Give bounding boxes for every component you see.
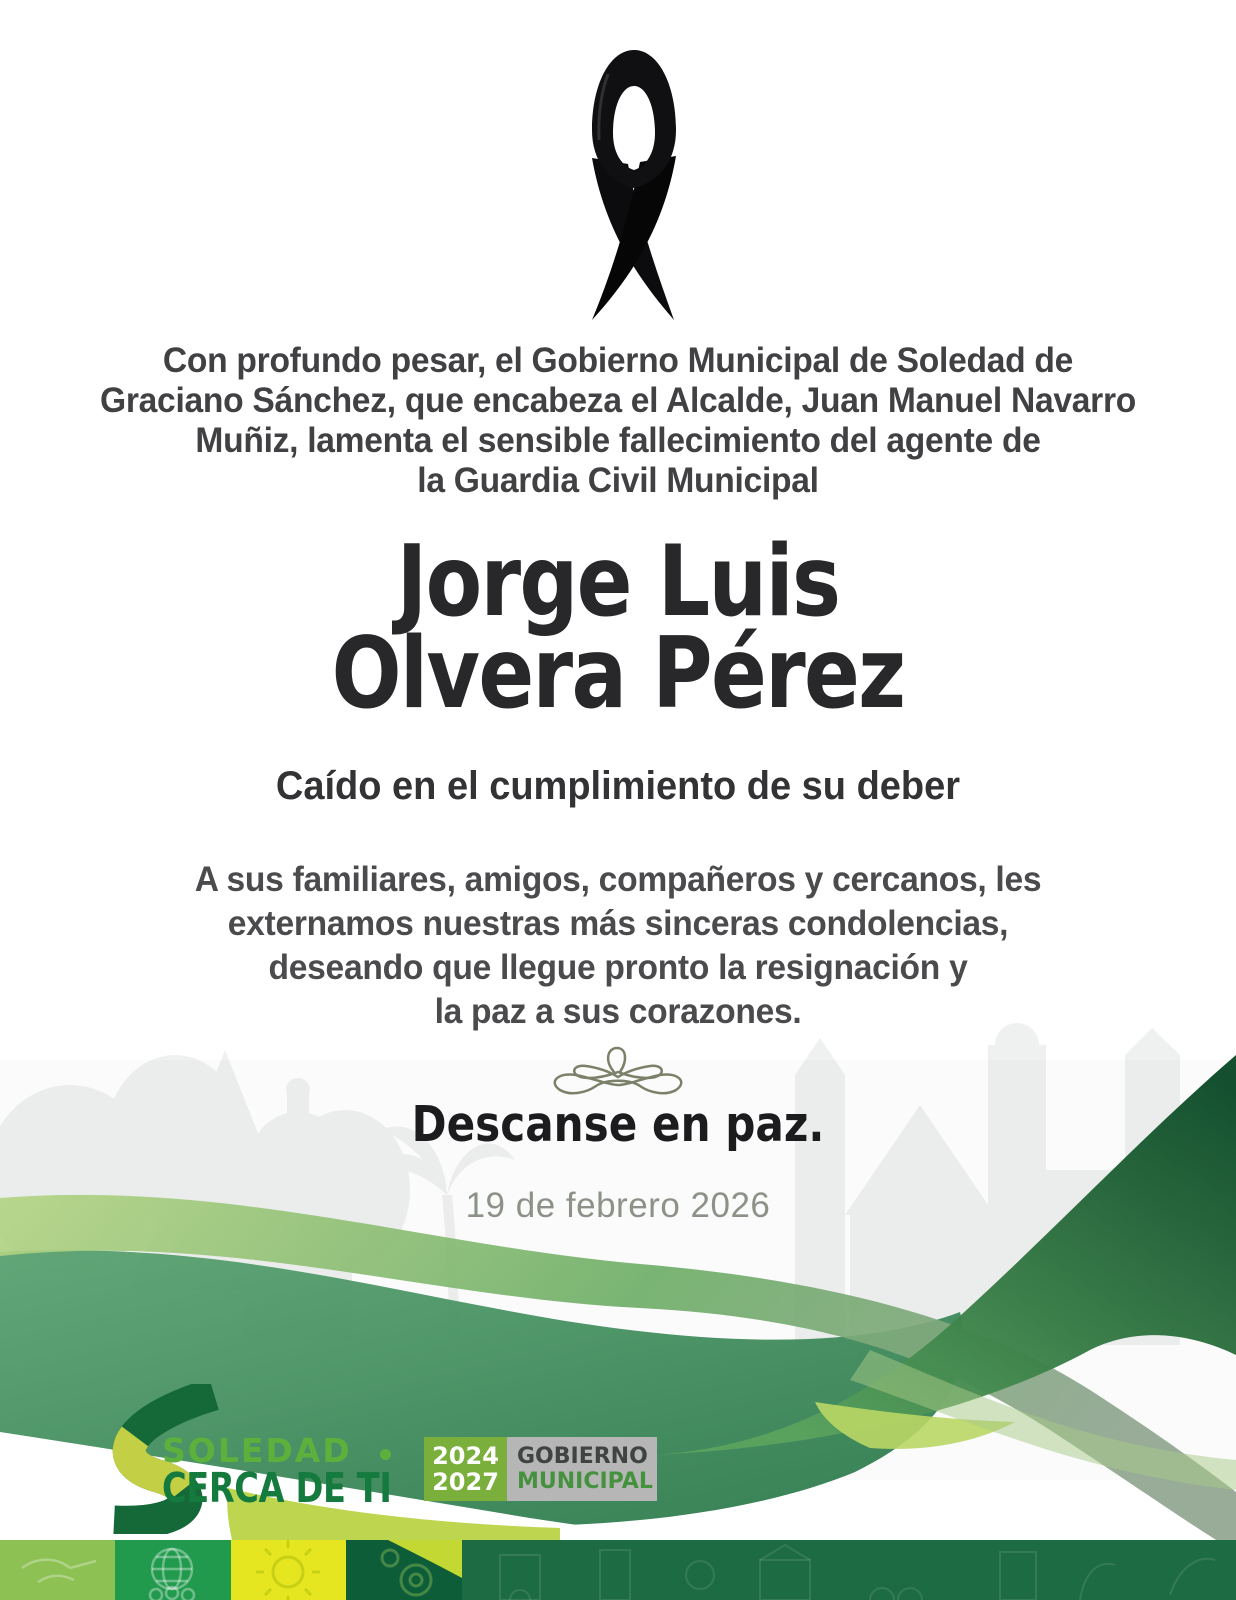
deceased-name-line1: Jorge Luis	[396, 525, 840, 639]
condolence-line: la paz a sus corazones.	[434, 992, 802, 1031]
condolence-line: A sus familiares, amigos, compañeros y cercanos, les	[194, 860, 1042, 899]
deceased-name-line2: Olvera Pérez	[331, 617, 905, 731]
ribbon-loop	[592, 50, 676, 188]
farewell-line: Descanse en paz.	[411, 1096, 825, 1153]
government-label-line1: GOBIERNO	[517, 1444, 648, 1469]
strip-block-1	[0, 1540, 115, 1600]
tribute-line: Caído en el cumplimiento de su deber	[275, 764, 961, 808]
condolence-paragraph	[25, 858, 1212, 1034]
condolence-line: externamos nuestras más sinceras condolencias,	[227, 904, 1009, 943]
mourning-ribbon-icon	[532, 46, 736, 326]
deceased-name	[99, 525, 1137, 731]
term-year-end: 2027	[432, 1468, 499, 1496]
condolence-line: deseando que llegue pronto la resignación y	[268, 948, 968, 987]
wordmark-slogan: CERCA DE TI	[162, 1464, 392, 1512]
wordmark	[162, 1431, 442, 1512]
intro-line: Graciano Sánchez, que encabeza el Alcalde, Juan Manuel Navarro	[100, 381, 1136, 420]
intro-line: Muñiz, lamenta el sensible fallecimiento del agente de	[195, 421, 1041, 460]
wordmark-municipality: SOLEDAD	[162, 1431, 352, 1470]
bottom-strip	[0, 1540, 1236, 1600]
intro-line: Con profundo pesar, el Gobierno Municipal de Soledad de	[162, 341, 1074, 380]
strip-bar	[462, 1540, 1236, 1600]
intro-line: la Guardia Civil Municipal	[417, 461, 819, 500]
strip-block-3	[231, 1540, 346, 1600]
flourish-icon	[548, 1044, 688, 1102]
memorial-date: 19 de febrero 2026	[465, 1186, 771, 1225]
term-years-box	[424, 1437, 507, 1501]
wordmark-ti-dot-icon	[380, 1449, 391, 1460]
government-box	[507, 1437, 657, 1501]
term-year-start: 2024	[432, 1442, 499, 1470]
government-label-line2: MUNICIPAL	[517, 1469, 653, 1494]
intro-paragraph	[25, 341, 1212, 501]
government-badge	[424, 1437, 657, 1501]
